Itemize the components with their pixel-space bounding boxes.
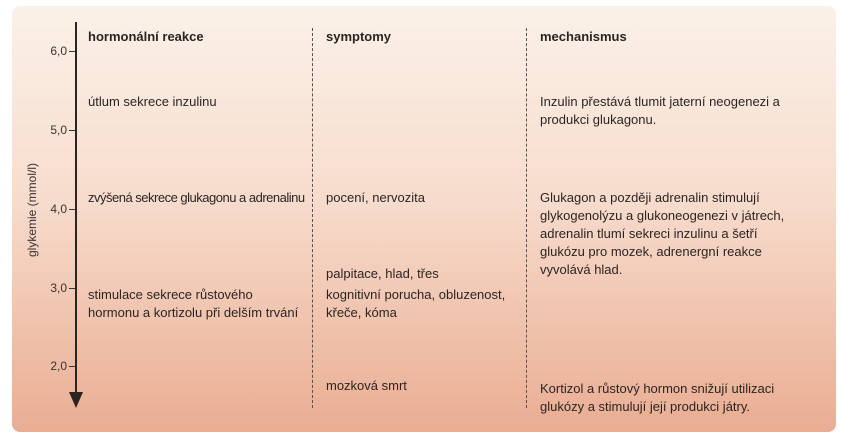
mechanism-2: Glukagon a později adrenalin stimulují glykogenolýzu a glukoneogenezi v játrech, adrenalin tlumí sekreci inzulinu a šetří glukózu pro mozek, adrenergní reakce vyvolává hlad. — [540, 190, 785, 277]
header-mechanism: mechanismus — [540, 29, 627, 44]
symptom-4: mozková smrt — [326, 378, 407, 393]
header-hormonal-reaction: hormonální reakce — [88, 29, 204, 44]
y-tick-2: 2,0 — [40, 359, 76, 373]
mechanism-3: Kortizol a růstový hormon snižují utilizaci glukózy a stimulují její produkci játry. — [540, 381, 775, 414]
y-tick-4: 4,0 — [40, 202, 76, 216]
y-tick-5: 5,0 — [40, 123, 76, 137]
symptom-2: palpitace, hlad, třes — [326, 266, 439, 281]
column-divider-2 — [526, 28, 527, 408]
axis-arrow-head — [69, 392, 83, 408]
y-tick-6: 6,0 — [40, 44, 76, 58]
hormonal-reaction-3: stimulace sekrece růstového hormonu a kortizolu při delším trvání — [88, 287, 299, 320]
hormonal-reaction-2: zvýšená sekrece glukagonu a adrenalinu — [88, 190, 305, 205]
glycemia-axis-line — [75, 22, 77, 394]
hormonal-reaction-1: útlum sekrece inzulinu — [88, 94, 217, 109]
symptom-1: pocení, nervozita — [326, 190, 426, 205]
header-symptoms: symptomy — [326, 29, 392, 44]
y-tick-3: 3,0 — [40, 281, 76, 295]
mechanism-1: Inzulin přestává tlumit jaterní neogenezi a produkci glukagonu. — [540, 94, 780, 127]
symptom-3: kognitivní porucha, obluzenost, křeče, kóma — [326, 287, 506, 320]
column-divider-1 — [312, 28, 313, 408]
